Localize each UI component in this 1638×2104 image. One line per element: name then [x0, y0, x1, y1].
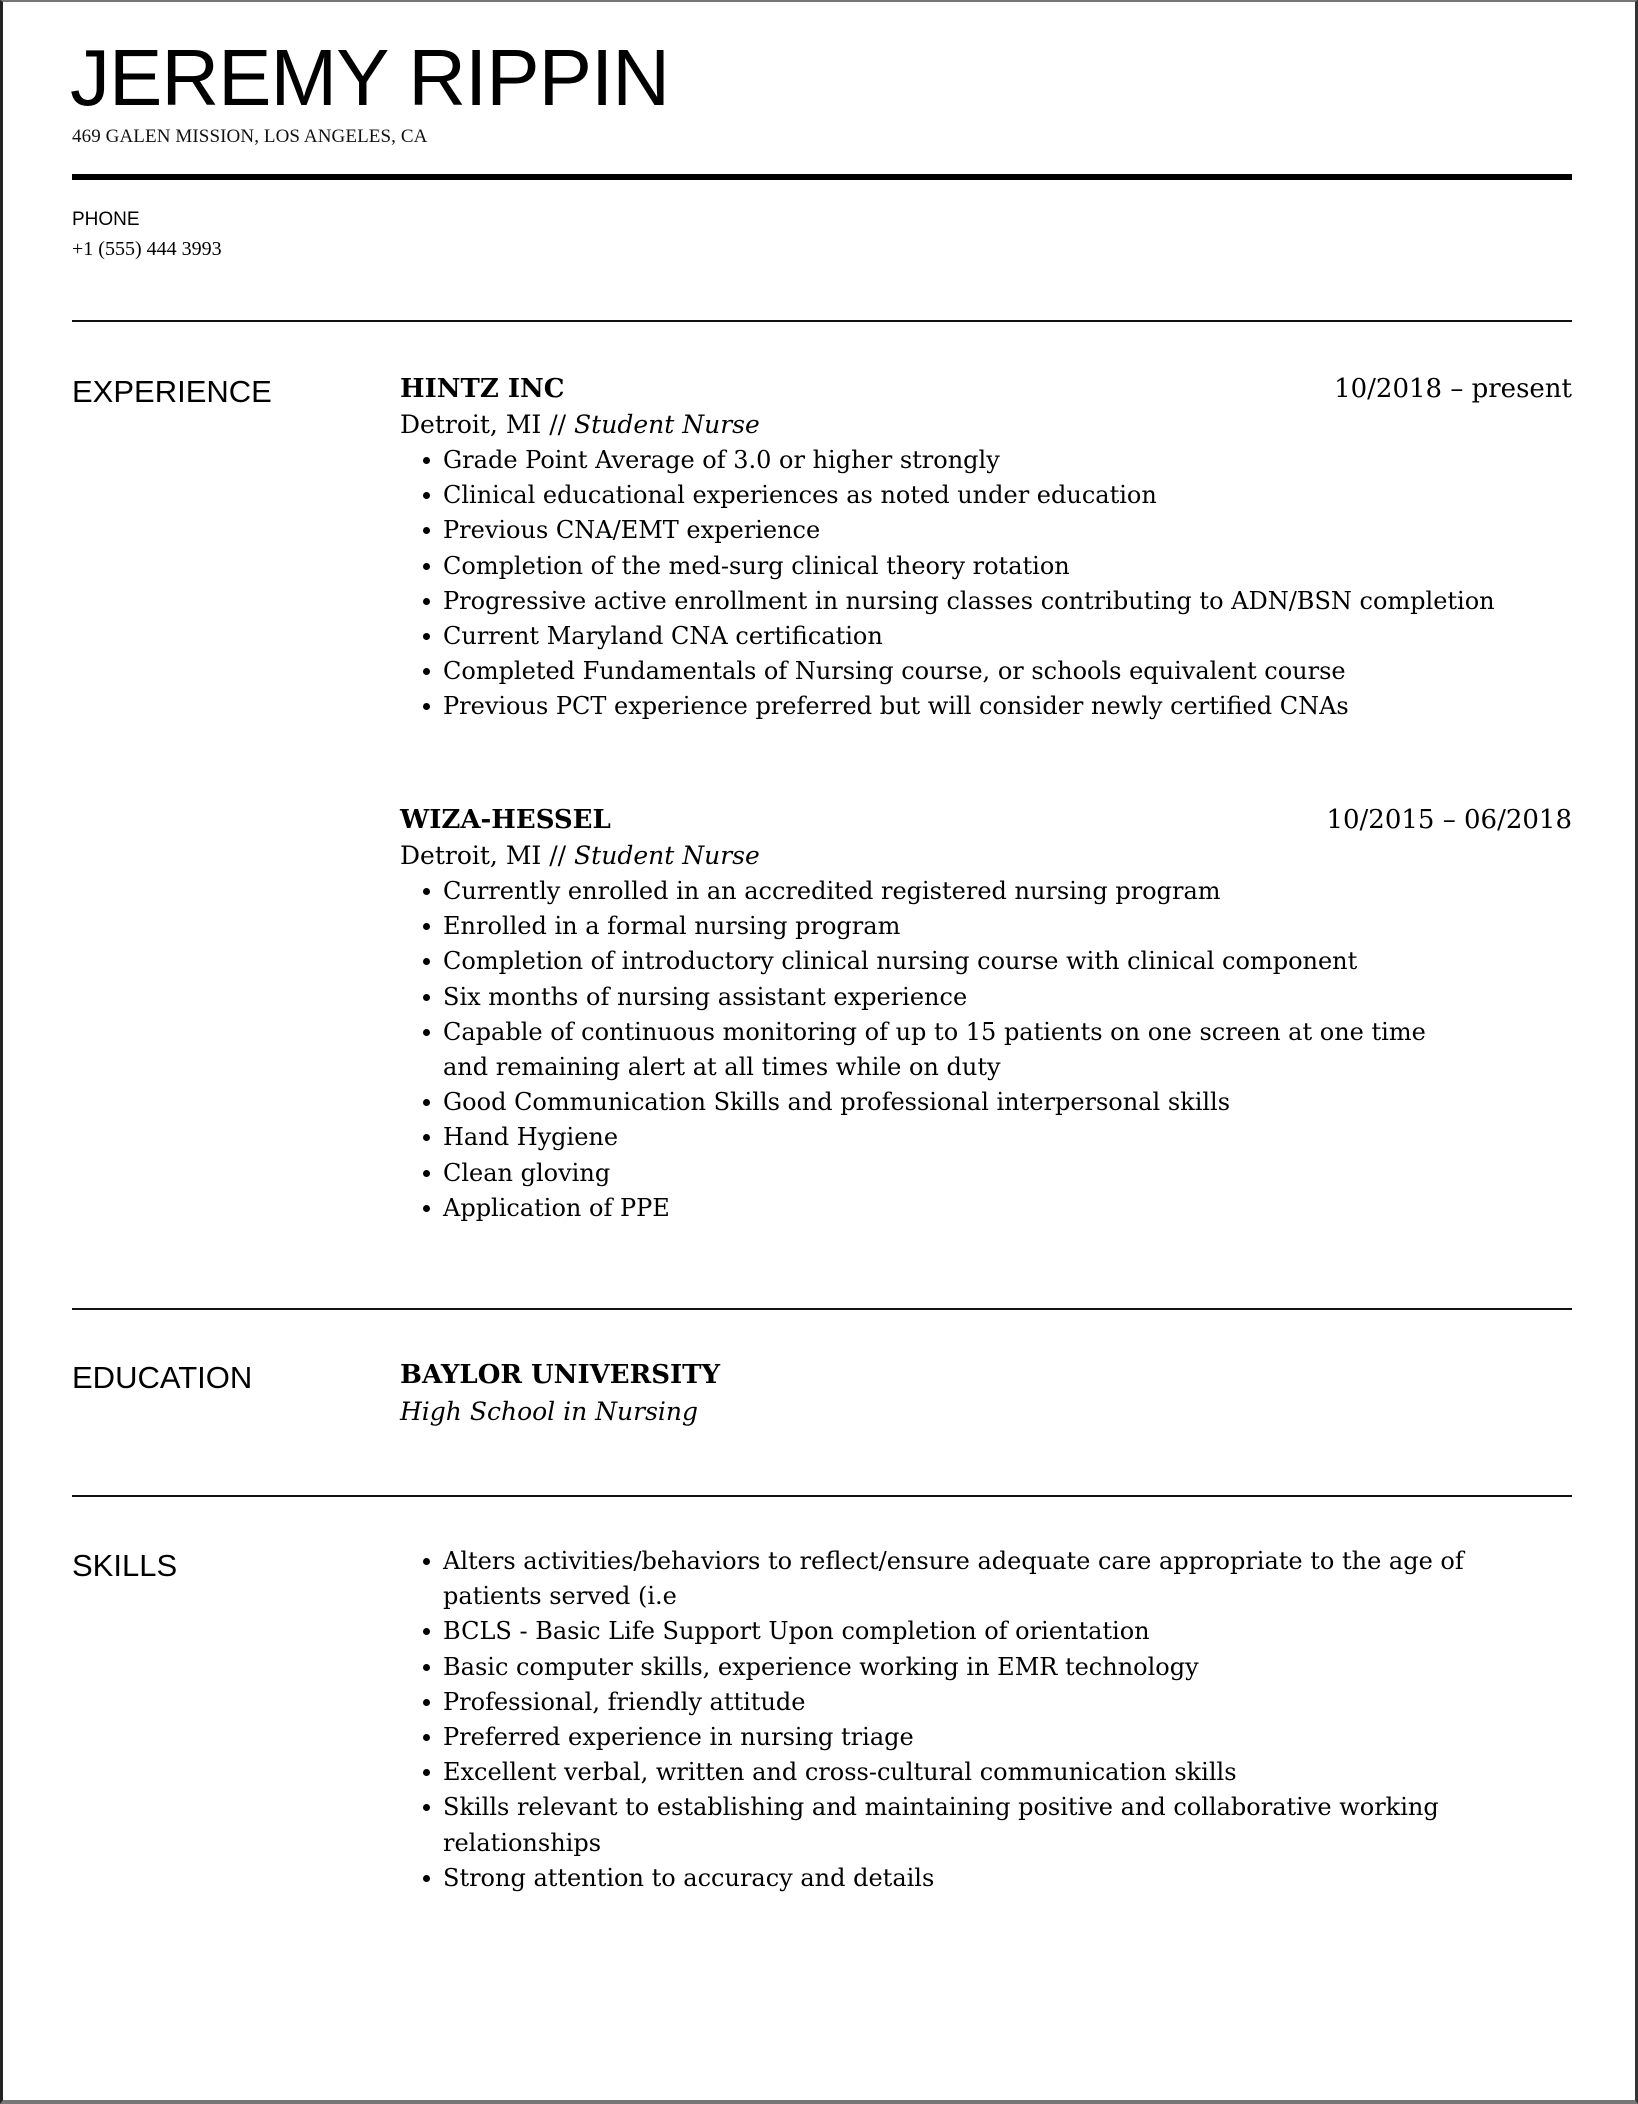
- job-header: [400, 371, 1572, 407]
- job-company: WIZA-HESSEL: [400, 805, 611, 835]
- education-entry: [400, 1357, 1572, 1431]
- job-location: Detroit, MI: [400, 410, 542, 439]
- education-degree: High School in Nursing: [400, 1397, 699, 1426]
- list-item: Alters activities/behaviors to reflect/ensure adequate care appropriate to the age of patients served (i.e: [443, 1544, 1553, 1614]
- list-item: Capable of continuous monitoring of up to 15 patients on one screen at one time and remaining alert at all times while on duty: [443, 1015, 1443, 1085]
- job-bullets: [400, 443, 1572, 725]
- education-school: BAYLOR UNIVERSITY: [400, 1360, 721, 1390]
- list-item: Basic computer skills, experience working in EMR technology: [443, 1650, 1553, 1685]
- job-entry: [400, 802, 1572, 1226]
- list-item: Clinical educational experiences as noted under education: [443, 478, 1572, 513]
- section-label-skills: SKILLS: [72, 1548, 178, 1583]
- job-location: Detroit, MI: [400, 841, 542, 870]
- candidate-address: 469 GALEN MISSION, LOS ANGELES, CA: [72, 126, 428, 147]
- job-bullets: [400, 874, 1443, 1226]
- job-subline: [400, 407, 1572, 443]
- job-title: Student Nurse: [574, 410, 760, 439]
- list-item: Currently enrolled in an accredited registered nursing program: [443, 874, 1443, 909]
- header-divider-thick: [72, 174, 1572, 180]
- job-subline: [400, 838, 1572, 874]
- section-label-experience: EXPERIENCE: [72, 374, 272, 409]
- phone-label: PHONE: [72, 209, 140, 230]
- job-dates: 10/2015 – 06/2018: [1326, 805, 1572, 835]
- job-dates: 10/2018 – present: [1334, 374, 1572, 404]
- header-divider: [72, 320, 1572, 322]
- list-item: Strong attention to accuracy and details: [443, 1861, 1553, 1896]
- list-item: Previous CNA/EMT experience: [443, 513, 1572, 548]
- list-item: Enrolled in a formal nursing program: [443, 909, 1443, 944]
- list-item: Professional, friendly attitude: [443, 1685, 1553, 1720]
- list-item: Completion of the med-surg clinical theory rotation: [443, 549, 1572, 584]
- list-item: Excellent verbal, written and cross-cultural communication skills: [443, 1755, 1553, 1790]
- job-title: Student Nurse: [574, 841, 760, 870]
- job-entry: [400, 371, 1572, 725]
- list-item: Six months of nursing assistant experience: [443, 980, 1443, 1015]
- list-item: Grade Point Average of 3.0 or higher strongly: [443, 443, 1572, 478]
- candidate-name: JEREMY RIPPIN: [70, 33, 669, 122]
- job-separator: //: [541, 410, 575, 439]
- list-item: Skills relevant to establishing and maintaining positive and collaborative working relationships: [443, 1790, 1553, 1860]
- job-separator: //: [541, 841, 575, 870]
- list-item: Preferred experience in nursing triage: [443, 1720, 1553, 1755]
- list-item: Current Maryland CNA certification: [443, 619, 1572, 654]
- list-item: Application of PPE: [443, 1191, 1443, 1226]
- job-company: HINTZ INC: [400, 374, 565, 404]
- section-divider: [72, 1495, 1572, 1497]
- list-item: BCLS - Basic Life Support Upon completion of orientation: [443, 1614, 1553, 1649]
- list-item: Previous PCT experience preferred but will consider newly certified CNAs: [443, 689, 1572, 724]
- list-item: Progressive active enrollment in nursing classes contributing to ADN/BSN completion: [443, 584, 1572, 619]
- phone-value: +1 (555) 444 3993: [72, 238, 222, 260]
- list-item: Hand Hygiene: [443, 1120, 1443, 1155]
- list-item: Completed Fundamentals of Nursing course, or schools equivalent course: [443, 654, 1572, 689]
- skills-entry: [400, 1544, 1572, 1896]
- list-item: Clean gloving: [443, 1156, 1443, 1191]
- list-item: Completion of introductory clinical nursing course with clinical component: [443, 944, 1443, 979]
- skills-list: [400, 1544, 1553, 1896]
- list-item: Good Communication Skills and professional interpersonal skills: [443, 1085, 1443, 1120]
- section-divider: [72, 1308, 1572, 1310]
- job-header: [400, 802, 1572, 838]
- section-label-education: EDUCATION: [72, 1360, 253, 1395]
